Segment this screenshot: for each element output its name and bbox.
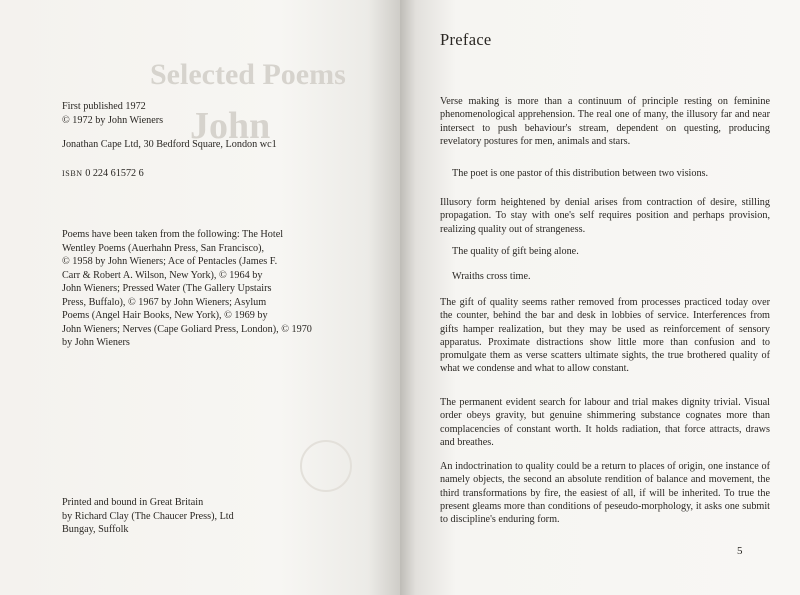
preface-paragraph: Wraiths cross time. bbox=[452, 271, 531, 282]
preface-paragraph: Illusory form heightened by denial arises from contraction of desire, stilling propagation. To stay with one's self requires position and perhaps provision, realizing quality out of strangeness. bbox=[440, 197, 770, 235]
show-through-author: John bbox=[190, 105, 271, 147]
preface-paragraph: An indoctrination to quality could be a return to places of origin, one instance of namely objects, the second an absolute rendition of balance and movement, the third transformations by fire, the easiest of all, if will be inherited. To true the present gleams more than conditions of peseudo-morphology, it asks one submit to discipline's enduring form. bbox=[440, 461, 770, 526]
page-title: Preface bbox=[440, 30, 492, 49]
isbn-label: ISBN bbox=[62, 169, 83, 178]
preface-paragraph: Verse making is more than a continuum of principle resting on feminine phenomenological apprehension. The real one of many, the illusory far and near intersect to push behaviour's stream, dependent on questing, producing revelatory postures for men, animals and stars. bbox=[440, 96, 770, 147]
printer-line: Printed and bound in Great Britain bbox=[62, 497, 204, 508]
sources-line: Carr & Robert A. Wilson, New York), © 1964 by bbox=[62, 269, 263, 281]
preface-paragraph: The permanent evident search for labour and trial makes dignity trivial. Visual order obeys gravity, but genuine shimmering substance cognates more than complacencies of constant worth. It holds radiation, that force attracts, draws and breathes. bbox=[440, 397, 770, 448]
first-published-line: First published 1972 bbox=[62, 101, 146, 112]
sources-line: John Wieners; Pressed Water (The Gallery Upstairs bbox=[62, 283, 272, 294]
preface-paragraph: The poet is one pastor of this distribution between two visions. bbox=[452, 168, 709, 179]
show-through-seal bbox=[300, 440, 352, 492]
sources-line: Press, Buffalo), © 1967 by John Wieners; Asylum bbox=[62, 296, 267, 308]
preface-paragraph: The quality of gift being alone. bbox=[452, 246, 579, 257]
printer-notice bbox=[62, 496, 234, 537]
copyright-line: © 1972 by John Wieners bbox=[62, 114, 164, 126]
sources-line: Poems (Angel Hair Books, New York), © 1969 by bbox=[62, 310, 268, 321]
first-published-block bbox=[62, 100, 163, 127]
printer-line: by Richard Clay (The Chaucer Press), Ltd bbox=[62, 510, 234, 522]
show-through-title: Selected Poems bbox=[150, 58, 346, 91]
sources-line: Wentley Poems (Auerhahn Press, San Francisco), bbox=[62, 242, 265, 254]
sources-line: John Wieners; Nerves (Cape Goliard Press, London), © 1970 bbox=[62, 323, 312, 335]
sources-line: © 1958 by John Wieners; Ace of Pentacles (James F. bbox=[62, 256, 278, 267]
isbn-line bbox=[62, 167, 144, 181]
preface-paragraph: The gift of quality seems rather removed from processes practiced today over the counter, behind the bar and desk in lobbies of service. Interferences from gifts hamper realization, but they may be used as reinforcement of sensory apparatus. Proximate distractions show little more than confusion and to promulgate them as verse scatters ultimate sights, the true brothered quality of what we condense and what to allow constant. bbox=[440, 297, 770, 375]
isbn-number: 0 224 61572 6 bbox=[85, 168, 144, 179]
page-number: 5 bbox=[737, 545, 743, 557]
printer-line: Bungay, Suffolk bbox=[62, 524, 129, 535]
sources-line: by John Wieners bbox=[62, 337, 130, 348]
publisher-line: Jonathan Cape Ltd, 30 Bedford Square, London wc1 bbox=[62, 139, 277, 150]
sources-line: Poems have been taken from the following: The Hotel bbox=[62, 229, 284, 240]
sources-notice bbox=[62, 228, 312, 350]
